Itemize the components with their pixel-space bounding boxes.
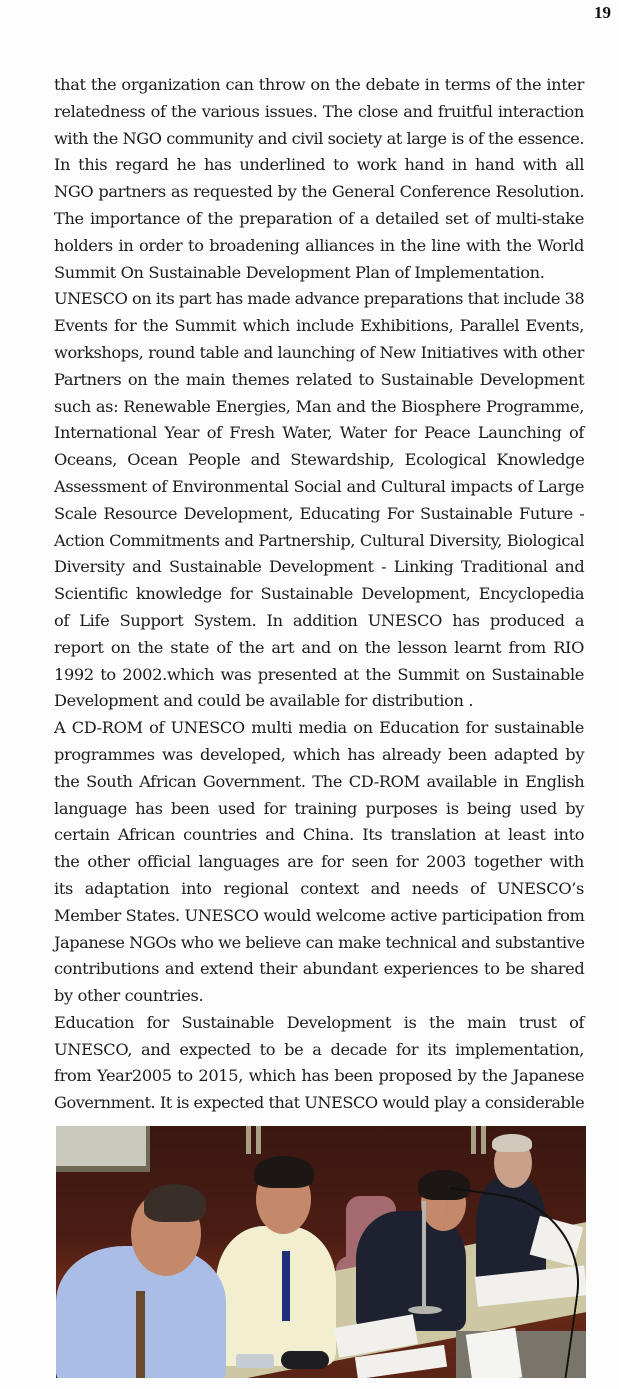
voice-recorder (236, 1354, 274, 1368)
person-cream-shirt (216, 1226, 336, 1366)
text-line: holders in order to broadening alliances in the line with the World (54, 235, 585, 255)
text-line: Scientific knowledge for Sustainable Development, Encyclopedia (54, 584, 585, 604)
text-line: Development and could be available for distribution . (54, 691, 474, 711)
text-line: Partners on the main themes related to Sustainable Development (54, 369, 585, 389)
text-line: by other countries. (54, 986, 204, 1006)
text-line: programmes was developed, which has already been adapted by (54, 744, 585, 764)
text-line: the other official languages are for seen for 2003 together with (54, 852, 584, 872)
text-line: Assessment of Environmental Social and Cultural impacts of Large (54, 476, 585, 496)
text-line: Events for the Summit which include Exhibitions, Parallel Events, (54, 316, 584, 336)
text-line: certain African countries and China. Its translation at least into (54, 825, 585, 845)
text-line: such as: Renewable Energies, Man and the Biosphere Programme, (54, 396, 584, 416)
body-text (54, 72, 584, 1117)
tie (136, 1291, 145, 1378)
text-line: workshops, round table and launching of New Initiatives with other (54, 342, 584, 362)
text-line: Oceans, Ocean People and Stewardship, Ecological Knowledge (54, 450, 585, 470)
text-line: UNESCO, and expected to be a decade for its implementation, (54, 1039, 584, 1059)
curtain-rod (471, 1126, 476, 1154)
text-line: relatedness of the various issues. The close and fruitful interaction (54, 101, 584, 121)
recorder-case (281, 1351, 329, 1369)
page-number: 19 (594, 3, 611, 22)
nameplate (466, 1328, 522, 1378)
text-line: the South African Government. The CD-ROM available in English (54, 771, 585, 791)
text-line: Scale Resource Development, Educating For Sustainable Future - (54, 503, 585, 523)
text-line: language has been used for training purposes is being used by (54, 798, 585, 818)
text-line: NGO partners as requested by the General Conference Resolution. (54, 182, 585, 202)
tie (282, 1251, 290, 1321)
text-line: with the NGO community and civil society at large is of the essence. (54, 128, 585, 148)
text-line: contributions and extend their abundant experiences to be shared (54, 959, 585, 979)
text-line: Action Commitments and Partnership, Cultural Diversity, Biological (54, 530, 585, 550)
whiteboard (56, 1126, 150, 1172)
text-line: 1992 to 2002.which was presented at the Summit on Sustainable (54, 664, 585, 684)
meeting-photo (56, 1126, 586, 1378)
text-line: report on the state of the art and on the lesson learnt from RIO (54, 637, 584, 657)
person-hair (254, 1156, 314, 1188)
curtain-rod (256, 1126, 261, 1154)
text-line: International Year of Fresh Water, Water for Peace Launching of (54, 423, 584, 443)
microphone-stand (422, 1201, 426, 1311)
text-line: Education for Sustainable Development is the main trust of (54, 1012, 585, 1032)
curtain-rod (246, 1126, 251, 1154)
text-line: The importance of the preparation of a detailed set of multi-stake (54, 208, 584, 228)
text-line: Diversity and Sustainable Development - Linking Traditional and (54, 557, 585, 577)
text-line: UNESCO on its part has made advance preparations that include 38 (54, 289, 585, 309)
text-line: Member States. UNESCO would welcome active participation from (54, 905, 585, 925)
person-hair (492, 1134, 532, 1152)
text-line: that the organization can throw on the debate in terms of the inter (54, 75, 584, 94)
text-line: Japanese NGOs who we believe can make technical and substantive (54, 932, 585, 952)
text-line: In this regard he has underlined to work hand in hand with all (54, 155, 585, 175)
text-line: of Life Support System. In addition UNESCO has produced a (54, 610, 585, 630)
curtain-rod (481, 1126, 486, 1154)
text-line: its adaptation into regional context and needs of UNESCO’s (54, 878, 584, 898)
text-line: Summit On Sustainable Development Plan of Implementation. (54, 262, 545, 282)
text-line: A CD-ROM of UNESCO multi media on Education for sustainable (54, 718, 584, 738)
text-line: Government. It is expected that UNESCO would play a considerable (54, 1093, 585, 1113)
person-hair (144, 1184, 206, 1222)
text-line: from Year2005 to 2015, which has been proposed by the Japanese (54, 1066, 585, 1086)
